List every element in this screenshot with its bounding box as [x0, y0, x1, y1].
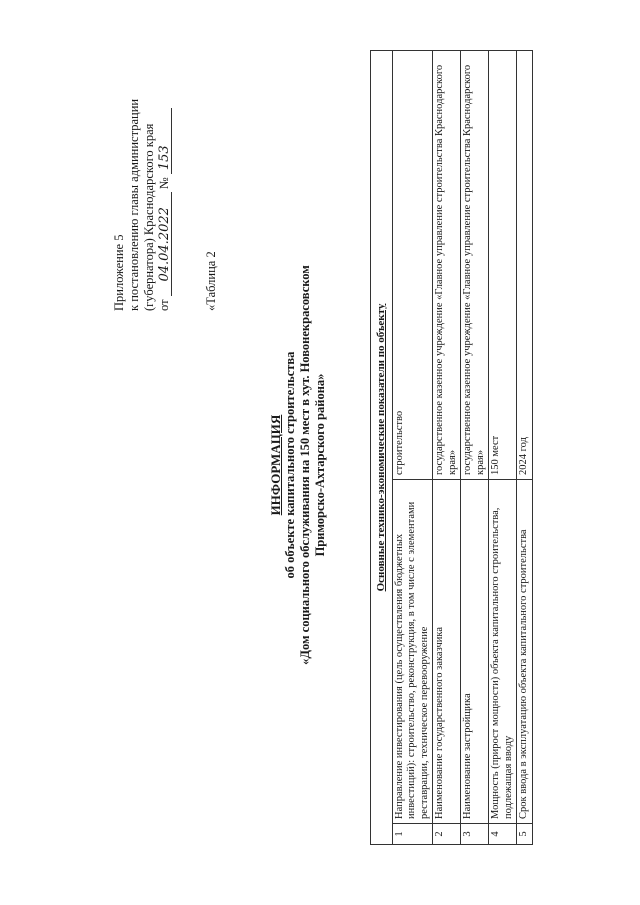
- row-number: 1: [392, 824, 433, 845]
- row-value: 2024 год: [517, 51, 533, 480]
- number-label: №: [157, 177, 171, 190]
- row-name: Направление инвестирования (цель осуществления бюджетных инвестиций): строительство, реконструкция, в том числе с элементами реставрации, техническое перевооружение: [392, 480, 433, 824]
- document-heading: [268, 185, 328, 745]
- appendix-title: Приложение 5: [112, 234, 126, 311]
- handwritten-number: 153: [158, 108, 172, 174]
- handwritten-date: 04.04.2022: [158, 192, 172, 296]
- table-row: [517, 51, 533, 845]
- table-header-row: [371, 51, 393, 845]
- row-name: Наименование застройщика: [461, 480, 489, 824]
- appendix-block: [112, 41, 172, 311]
- row-value: государственное казенное учреждение «Главное управление строительства Краснодарского края»: [433, 51, 461, 480]
- row-number: 3: [461, 824, 489, 845]
- table-row: [392, 51, 433, 845]
- row-number: 4: [489, 824, 517, 845]
- table-row: [461, 51, 489, 845]
- heading-line-3: «Дом социального обслуживания на 150 мест в хут. Новонекрасовском: [298, 265, 312, 665]
- row-value: 150 мест: [489, 51, 517, 480]
- heading-line-4: Приморско-Ахтарского района»: [313, 373, 327, 557]
- table-reference: «Таблица 2: [204, 251, 218, 311]
- row-name: Наименование государственного заказчика: [433, 480, 461, 824]
- row-name: Мощность (прирост мощности) объекта капитального строительства, подлежащая вводу: [489, 480, 517, 824]
- row-name: Срок ввода в эксплуатацию объекта капитального строительства: [517, 480, 533, 824]
- appendix-line-2: к постановлению главы администрации: [127, 98, 141, 311]
- row-value: строительство: [392, 51, 433, 480]
- heading-title: ИНФОРМАЦИЯ: [268, 414, 283, 516]
- table-row: [489, 51, 517, 845]
- from-label: от: [157, 299, 171, 311]
- row-number: 5: [517, 824, 533, 845]
- heading-line-2: об объекте капитального строительства: [283, 351, 297, 579]
- row-value: государственное казенное учреждение «Главное управление строительства Краснодарского края»: [461, 51, 489, 480]
- table-row: [433, 51, 461, 845]
- indicators-table: [370, 50, 533, 845]
- table-header: Основные технико-экономические показатели по объекту: [371, 51, 393, 845]
- row-number: 2: [433, 824, 461, 845]
- appendix-line-3: (губернатора) Краснодарского края: [142, 123, 156, 311]
- appendix-date-line: [157, 41, 172, 311]
